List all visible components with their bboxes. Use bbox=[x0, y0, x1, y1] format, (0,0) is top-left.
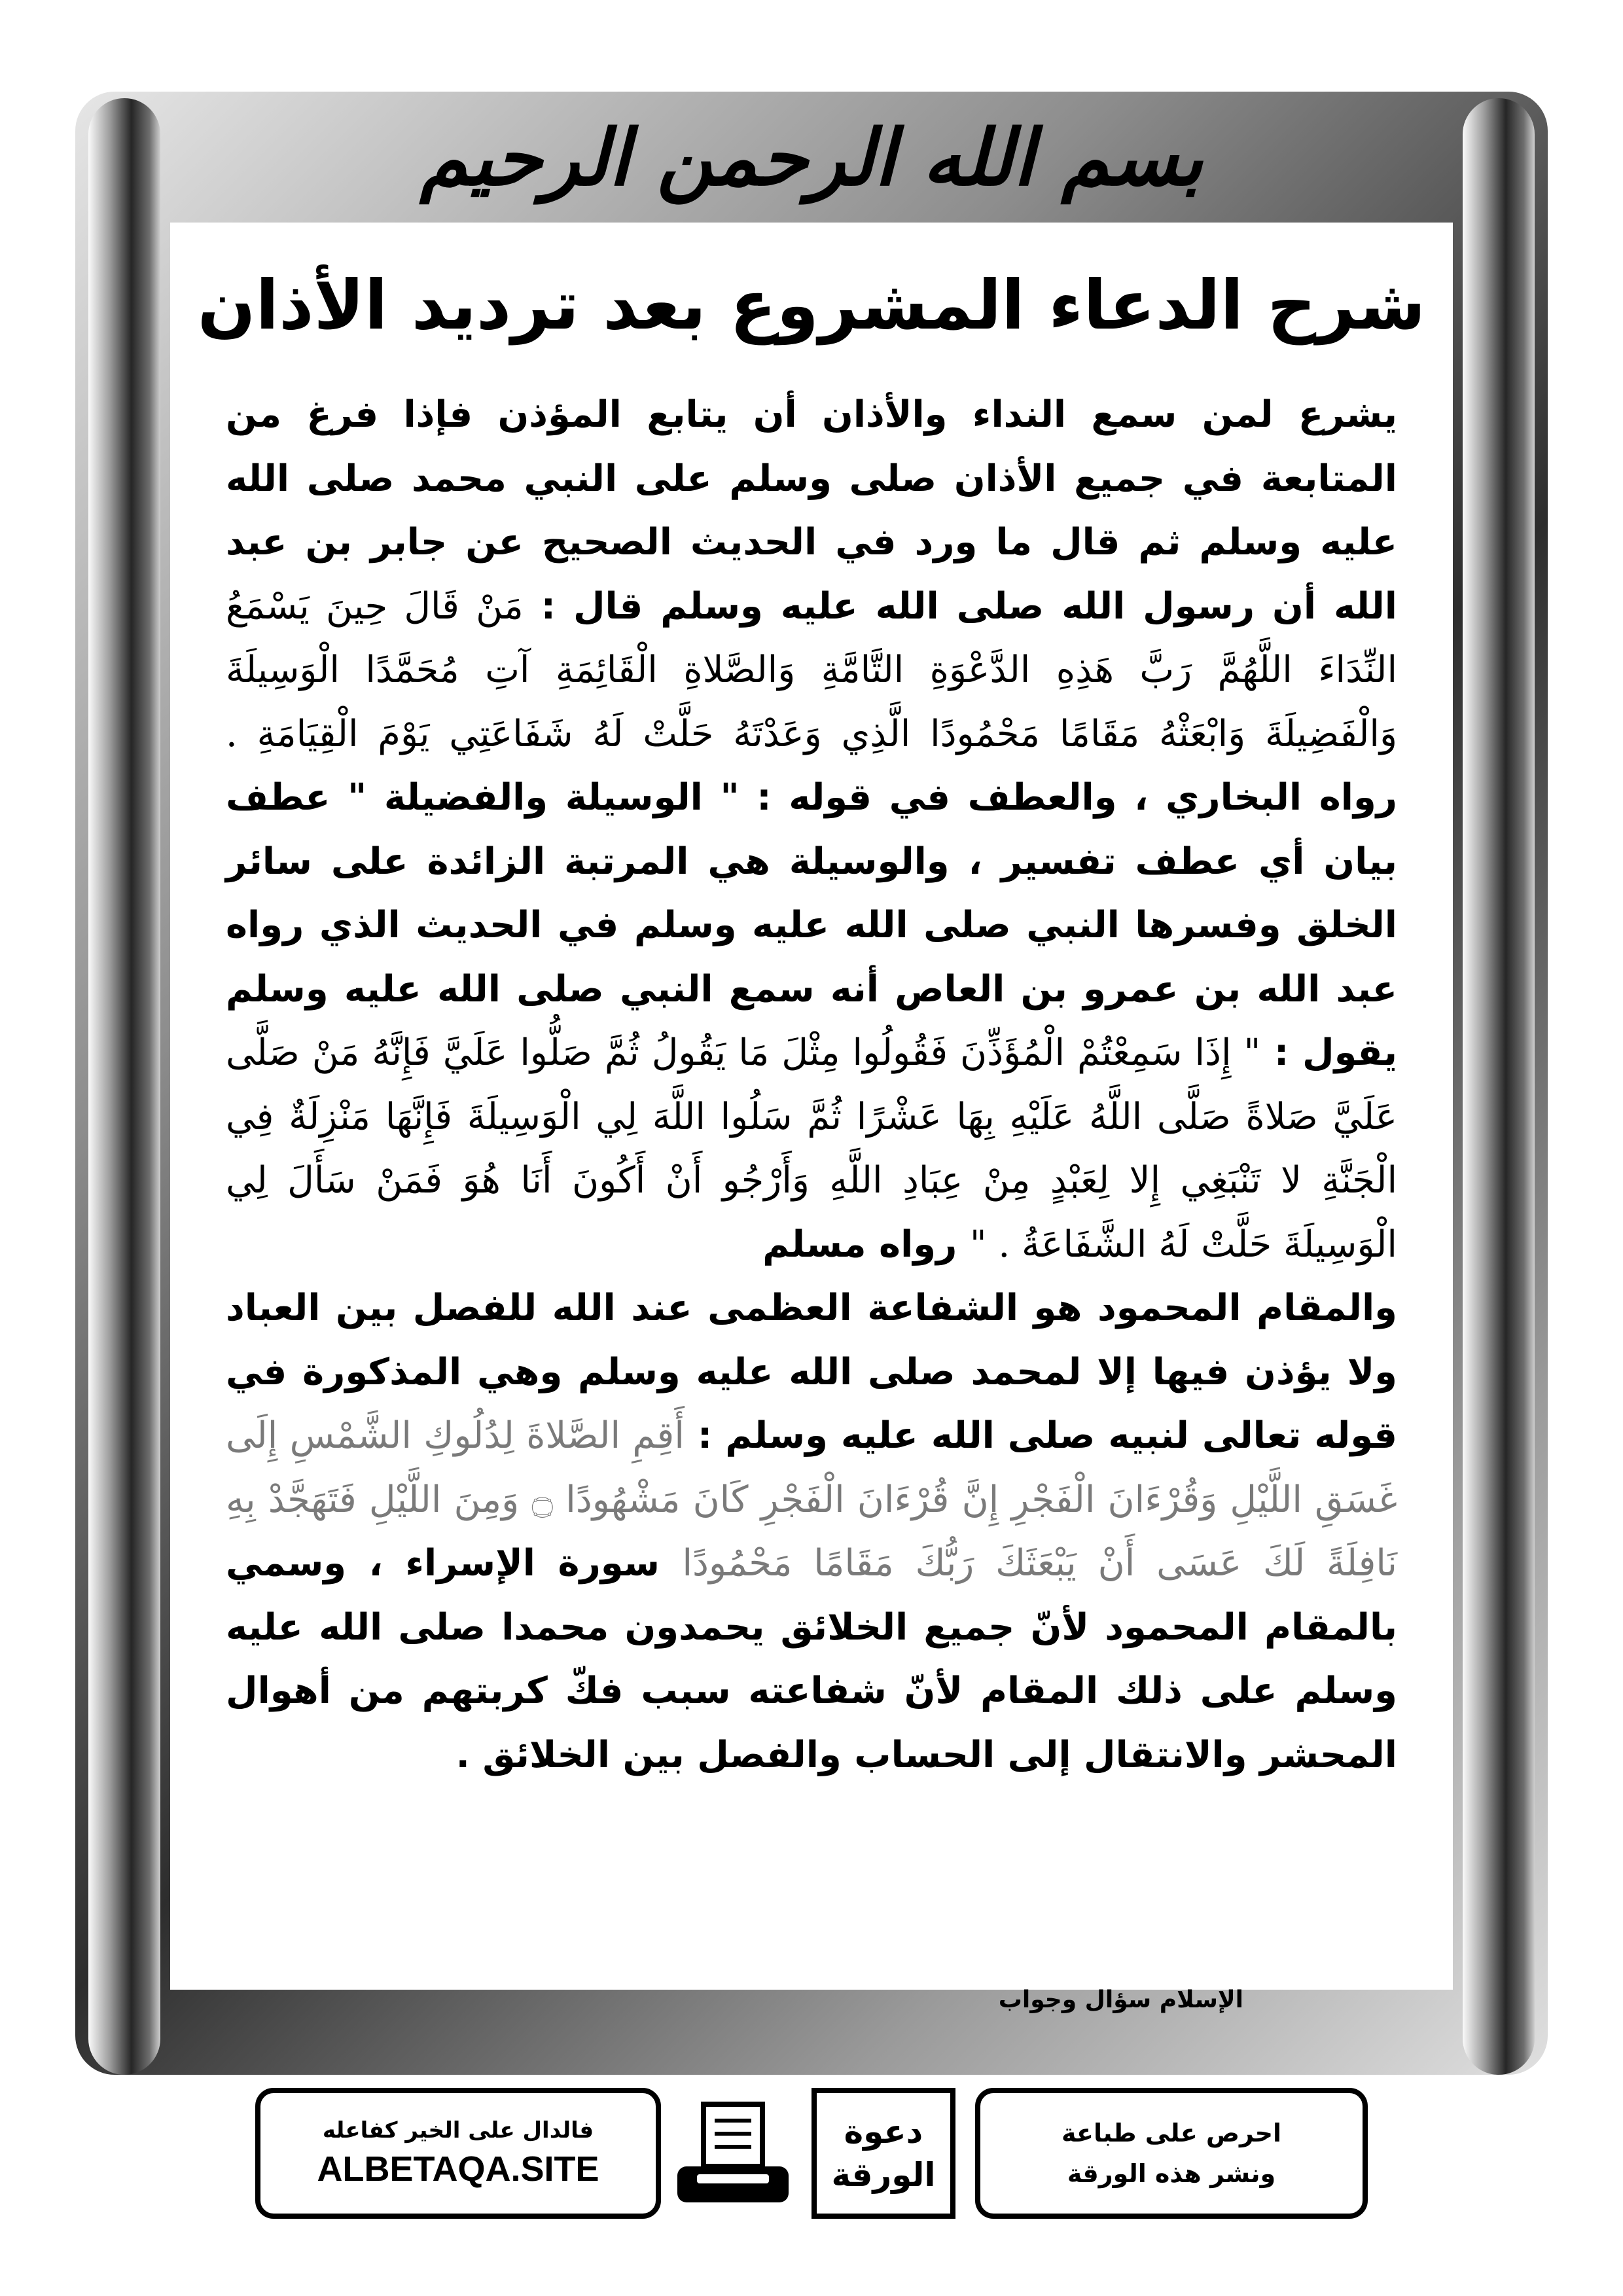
basmala-text: بسم الله الرحمن الرحيم bbox=[419, 111, 1204, 203]
logo-word-2: الورقة bbox=[831, 2156, 936, 2194]
printer-icon bbox=[674, 2101, 792, 2215]
logo-word-1: دعوة bbox=[844, 2113, 923, 2151]
explanation-paragraph: رواه البخاري ، والعطف في قوله : " الوسيلة والفضيلة " عطف بيان أي عطف تفسير ، والوسيلة هي المرتبة الزائدة على سائر الخلق وفسرها النبي صلى الله عليه وسلم في الحديث الذي رواه عبد الله بن عمرو بن العاص أنه سمع النبي صلى الله عليه وسلم يقول : bbox=[226, 776, 1398, 1074]
closing-paragraph: سورة الإسراء ، وسمي بالمقام المحمود لأنّ جميع الخلائق يحمدون محمدا صلى الله عليه وسلم على ذلك المقام لأنّ شفاعته سبب فكّ كربتهم من أهوال المحشر والانتقال إلى الحساب والفصل بين الخلائق . bbox=[226, 1542, 1397, 1776]
page-title: شرح الدعاء المشروع بعد ترديد الأذان bbox=[197, 265, 1426, 345]
footer-print-box bbox=[975, 2088, 1368, 2219]
source-credit: الإسلام سؤال وجواب bbox=[998, 1986, 1243, 2013]
footer-print-line-2: ونشر هذه الورقة bbox=[1067, 2159, 1276, 2188]
hadith-muslim: " إِذَا سَمِعْتُمْ الْمُؤَذِّنَ فَقُولُوا مِثْلَ مَا يَقُولُ ثُمَّ صَلُّوا عَلَيَّ فَإِنَّهُ مَنْ صَلَّى عَلَيَّ صَلاةً صَلَّى اللَّهُ عَلَيْهِ بِهَا عَشْرًا ثُمَّ سَلُوا اللَّهَ لِي الْوَسِيلَةَ فَإِنَّهَا مَنْزِلَةٌ فِي الْجَنَّةِ لا تَنْبَغِي إِلا لِعَبْدٍ مِنْ عِبَادِ اللَّهِ وَأَرْجُو أَنْ أَكُونَ أَنَا هُوَ فَمَنْ سَأَلَ لِي الْوَسِيلَةَ حَلَّتْ لَهُ الشَّفَاعَةُ . " bbox=[226, 1031, 1397, 1266]
frame-pillar-left bbox=[88, 98, 160, 2075]
hadith-muslim-source: رواه مسلم bbox=[762, 1223, 957, 1266]
maqam-paragraph: والمقام المحمود هو الشفاعة العظمى عند الله للفصل بين العباد ولا يؤذن فيها إلا لمحمد صلى الله عليه وسلم وهي المذكورة في قوله تعالى لنبيه صلى الله عليه وسلم : bbox=[226, 1287, 1397, 1457]
footer-site-box bbox=[255, 2088, 661, 2219]
footer-site-link[interactable]: ALBETAQA.SITE bbox=[317, 2149, 599, 2189]
footer bbox=[255, 2088, 1368, 2219]
article-body bbox=[226, 383, 1397, 1960]
footer-print-line-1: احرص على طباعة bbox=[1061, 2119, 1282, 2147]
intro-paragraph: يشرع لمن سمع النداء والأذان أن يتابع المؤذن فإذا فرغ من المتابعة في جميع الأذان صلى وسلم على النبي محمد صلى الله عليه وسلم ثم قال ما ورد في الحديث الصحيح عن جابر بن عبد الله أن رسول الله صلى الله عليه وسلم قال : bbox=[226, 393, 1397, 628]
dawat-alwaraqa-logo bbox=[812, 2088, 955, 2219]
frame-pillar-right bbox=[1463, 98, 1535, 2075]
basmala-calligraphy bbox=[419, 79, 1204, 236]
footer-saying: فالدال على الخير كفاعله bbox=[322, 2117, 594, 2144]
hadith-bukhari: مَنْ قَالَ حِينَ يَسْمَعُ النِّدَاءَ اللَّهُمَّ رَبَّ هَذِهِ الدَّعْوَةِ التَّامَّةِ وَالصَّلاةِ الْقَائِمَةِ آتِ مُحَمَّدًا الْوَسِيلَةَ وَالْفَضِيلَةَ وَابْعَثْهُ مَقَامًا مَحْمُودًا الَّذِي وَعَدْتَهُ حَلَّتْ لَهُ شَفَاعَتِي يَوْمَ الْقِيَامَةِ . bbox=[226, 584, 1397, 755]
quran-verse: أَقِمِ الصَّلاةَ لِدُلُوكِ الشَّمْسِ إِلَى غَسَقِ اللَّيْلِ وَقُرْءَانَ الْفَجْرِ إِنَّ قُرْءَانَ الْفَجْرِ كَانَ مَشْهُودًا ۝ وَمِنَ اللَّيْلِ فَتَهَجَّدْ بِهِ نَافِلَةً لَكَ عَسَى أَنْ يَبْعَثَكَ رَبُّكَ مَقَامًا مَحْمُودًا bbox=[226, 1414, 1397, 1585]
